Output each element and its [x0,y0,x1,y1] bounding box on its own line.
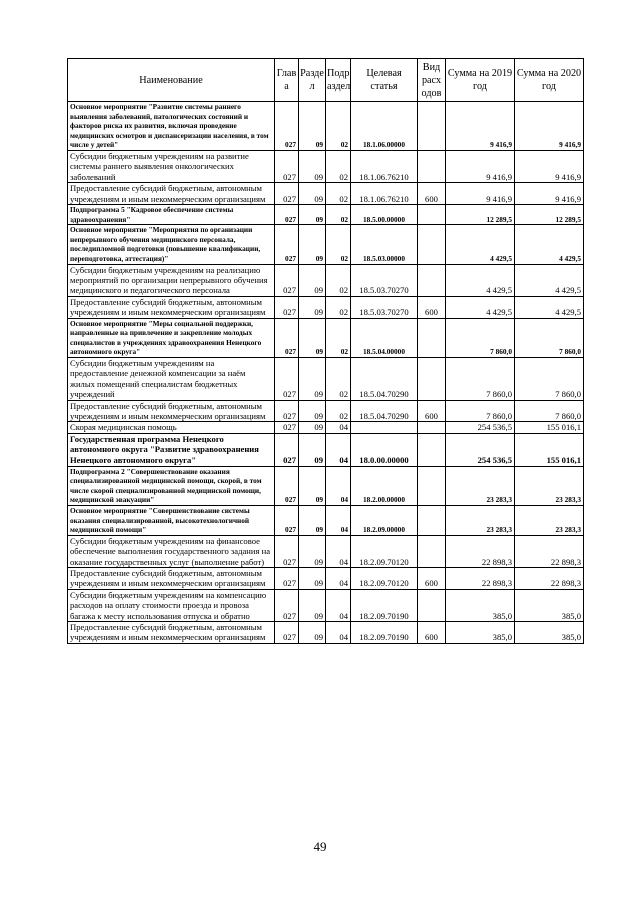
cell-podrazdel: 02 [326,264,351,296]
cell-sum-2019: 254 536,5 [446,422,515,433]
cell-sum-2019: 385,0 [446,589,515,621]
cell-sum-2020: 7 860,0 [515,318,584,357]
cell-sum-2019: 7 860,0 [446,318,515,357]
cell-razdel: 09 [299,357,326,400]
cell-podrazdel: 02 [326,102,351,151]
table-row [68,296,584,318]
cell-glava: 027 [275,205,299,225]
table-row [68,150,584,182]
cell-name: Субсидии бюджетным учреждениям на развитие системы раннего выявления онкологических заболеваний [68,150,275,182]
table-row [68,422,584,433]
cell-glava: 027 [275,318,299,357]
cell-sum-2019: 4 429,5 [446,264,515,296]
cell-name: Предоставление субсидий бюджетным, автономным учреждениям и иным некоммерческим организациям [68,400,275,422]
cell-podrazdel: 02 [326,150,351,182]
cell-name: Государственная программа Ненецкого автономного округа "Развитие здравоохранения Ненецкого автономного округа" [68,433,275,466]
header-razdel: Разде л [299,59,326,102]
cell-name: Основное мероприятие "Мероприятия по организации непрерывного обучения медицинского персонала, последипломной подготовки (повышение квалификации, переподготовка, аттестация)" [68,225,275,264]
cell-target: 18.2.09.70190 [351,622,418,644]
header-target: Целевая статья [351,59,418,102]
cell-razdel: 09 [299,589,326,621]
cell-sum-2019: 23 283,3 [446,466,515,505]
cell-target: 18.1.06.76210 [351,183,418,205]
cell-sum-2019: 12 289,5 [446,205,515,225]
cell-vid: 600 [418,567,446,589]
cell-vid [418,589,446,621]
cell-razdel: 09 [299,567,326,589]
cell-sum-2020: 22 898,3 [515,535,584,567]
cell-podrazdel: 04 [326,433,351,466]
cell-vid [418,205,446,225]
table-row [68,535,584,567]
cell-podrazdel: 04 [326,466,351,505]
cell-sum-2020: 7 860,0 [515,400,584,422]
header-glava: Глав а [275,59,299,102]
cell-vid [418,264,446,296]
table-row [68,264,584,296]
cell-glava: 027 [275,422,299,433]
cell-target: 18.5.03.70270 [351,264,418,296]
cell-sum-2020: 155 016,1 [515,422,584,433]
cell-sum-2019: 7 860,0 [446,400,515,422]
cell-name: Субсидии бюджетным учреждениям на предоставление денежной компенсации за наём жилых помещений специалистам бюджетных учреждений [68,357,275,400]
cell-sum-2019: 9 416,9 [446,150,515,182]
cell-sum-2020: 9 416,9 [515,183,584,205]
cell-sum-2019: 385,0 [446,622,515,644]
cell-name: Скорая медицинская помощь [68,422,275,433]
cell-sum-2019: 7 860,0 [446,357,515,400]
cell-podrazdel: 02 [326,318,351,357]
cell-razdel: 09 [299,422,326,433]
cell-target: 18.5.03.70270 [351,296,418,318]
cell-name: Субсидии бюджетным учреждениям на компенсацию расходов на оплату стоимости проезда и провоза багажа к месту использования отпуска и обратно [68,589,275,621]
table-body [68,102,584,644]
budget-table [67,58,584,644]
cell-target: 18.0.00.00000 [351,433,418,466]
cell-razdel: 09 [299,102,326,151]
cell-podrazdel: 02 [326,296,351,318]
cell-sum-2020: 4 429,5 [515,264,584,296]
cell-vid [418,505,446,535]
header-podrazdel: Подр аздел [326,59,351,102]
table-row [68,589,584,621]
cell-podrazdel: 02 [326,225,351,264]
cell-target: 18.2.09.70120 [351,535,418,567]
table-row [68,505,584,535]
cell-podrazdel: 02 [326,400,351,422]
cell-sum-2020: 23 283,3 [515,466,584,505]
cell-vid: 600 [418,622,446,644]
cell-name: Основное мероприятие "Совершенствование системы оказания специализированной, высокотехнологичной медицинской помощи" [68,505,275,535]
cell-name: Предоставление субсидий бюджетным, автономным учреждениям и иным некоммерческим организациям [68,567,275,589]
cell-glava: 027 [275,505,299,535]
cell-sum-2019: 4 429,5 [446,225,515,264]
cell-sum-2020: 155 016,1 [515,433,584,466]
cell-sum-2020: 7 860,0 [515,357,584,400]
cell-glava: 027 [275,225,299,264]
cell-glava: 027 [275,433,299,466]
cell-sum-2019: 4 429,5 [446,296,515,318]
cell-target: 18.5.04.70290 [351,357,418,400]
table-row [68,466,584,505]
table-row [68,622,584,644]
cell-podrazdel: 04 [326,505,351,535]
cell-sum-2019: 9 416,9 [446,102,515,151]
table-row [68,400,584,422]
cell-razdel: 09 [299,466,326,505]
table-row [68,357,584,400]
cell-name: Предоставление субсидий бюджетным, автономным учреждениям и иным некоммерческим организациям [68,622,275,644]
cell-vid [418,318,446,357]
table-row [68,183,584,205]
cell-podrazdel: 02 [326,183,351,205]
cell-name: Основное мероприятие "Меры социальной поддержки, направленные на привлечение и закрепление молодых специалистов в учреждениях здравоохранения Ненецкого автономного округа" [68,318,275,357]
cell-glava: 027 [275,567,299,589]
cell-glava: 027 [275,622,299,644]
cell-podrazdel: 02 [326,357,351,400]
cell-target: 18.1.06.00000 [351,102,418,151]
table-header-row [68,59,584,102]
cell-razdel: 09 [299,264,326,296]
cell-glava: 027 [275,357,299,400]
cell-target: 18.5.04.00000 [351,318,418,357]
cell-vid [418,422,446,433]
cell-glava: 027 [275,264,299,296]
cell-vid [418,225,446,264]
cell-sum-2020: 23 283,3 [515,505,584,535]
cell-razdel: 09 [299,150,326,182]
header-name: Наименование [68,59,275,102]
cell-name: Субсидии бюджетным учреждениям на финансовое обеспечение выполнения государственного задания на оказание государственных услуг (выполнение работ) [68,535,275,567]
cell-name: Подпрограмма 5 "Кадровое обеспечение системы здравоохранения" [68,205,275,225]
cell-name: Субсидии бюджетным учреждениям на реализацию мероприятий по организации непрерывного обучения медицинского и педагогического персонала [68,264,275,296]
cell-vid [418,535,446,567]
cell-vid [418,150,446,182]
cell-name: Предоставление субсидий бюджетным, автономным учреждениям и иным некоммерческим организациям [68,183,275,205]
cell-razdel: 09 [299,205,326,225]
cell-glava: 027 [275,102,299,151]
cell-sum-2019: 22 898,3 [446,567,515,589]
table-row [68,102,584,151]
cell-vid: 600 [418,183,446,205]
cell-sum-2020: 12 289,5 [515,205,584,225]
cell-vid [418,102,446,151]
cell-podrazdel: 04 [326,567,351,589]
cell-podrazdel: 04 [326,622,351,644]
cell-razdel: 09 [299,505,326,535]
cell-razdel: 09 [299,225,326,264]
cell-sum-2019: 22 898,3 [446,535,515,567]
cell-podrazdel: 04 [326,589,351,621]
cell-sum-2020: 22 898,3 [515,567,584,589]
cell-glava: 027 [275,535,299,567]
cell-target [351,422,418,433]
table-row [68,433,584,466]
cell-podrazdel: 02 [326,205,351,225]
cell-vid [418,433,446,466]
cell-vid [418,466,446,505]
cell-name: Основное мероприятие "Развитие системы раннего выявления заболеваний, патологических состояний и факторов риска их развития, включая проведение медицинских осмотров и диспансеризации населения, в том числе у детей" [68,102,275,151]
cell-sum-2020: 4 429,5 [515,225,584,264]
cell-razdel: 09 [299,318,326,357]
cell-glava: 027 [275,150,299,182]
cell-target: 18.2.09.00000 [351,505,418,535]
cell-razdel: 09 [299,296,326,318]
cell-sum-2020: 9 416,9 [515,102,584,151]
cell-target: 18.5.00.00000 [351,205,418,225]
cell-razdel: 09 [299,433,326,466]
cell-podrazdel: 04 [326,422,351,433]
cell-sum-2019: 9 416,9 [446,183,515,205]
cell-razdel: 09 [299,535,326,567]
cell-sum-2019: 254 536,5 [446,433,515,466]
header-sum-2019: Сумма на 2019 год [446,59,515,102]
cell-razdel: 09 [299,400,326,422]
table-row [68,205,584,225]
cell-podrazdel: 04 [326,535,351,567]
cell-target: 18.5.03.00000 [351,225,418,264]
cell-name: Предоставление субсидий бюджетным, автономным учреждениям и иным некоммерческим организациям [68,296,275,318]
cell-glava: 027 [275,296,299,318]
cell-sum-2020: 9 416,9 [515,150,584,182]
page-number: 49 [313,839,327,854]
cell-vid: 600 [418,296,446,318]
table-row [68,225,584,264]
cell-sum-2020: 4 429,5 [515,296,584,318]
cell-target: 18.2.09.70190 [351,589,418,621]
cell-vid [418,357,446,400]
header-vid: Вид расх одов [418,59,446,102]
cell-vid: 600 [418,400,446,422]
cell-target: 18.1.06.76210 [351,150,418,182]
header-sum-2020: Сумма на 2020 год [515,59,584,102]
cell-sum-2019: 23 283,3 [446,505,515,535]
table-row [68,567,584,589]
cell-glava: 027 [275,183,299,205]
cell-razdel: 09 [299,622,326,644]
cell-glava: 027 [275,466,299,505]
cell-sum-2020: 385,0 [515,589,584,621]
cell-target: 18.2.00.00000 [351,466,418,505]
cell-razdel: 09 [299,183,326,205]
table-row [68,318,584,357]
cell-name: Подпрограмма 2 "Совершенствование оказания специализированной медицинской помощи, скорой, в том числе скорой специализированной медицинской помощи, медицинской эвакуации" [68,466,275,505]
cell-glava: 027 [275,400,299,422]
cell-sum-2020: 385,0 [515,622,584,644]
cell-target: 18.2.09.70120 [351,567,418,589]
cell-glava: 027 [275,589,299,621]
cell-target: 18.5.04.70290 [351,400,418,422]
